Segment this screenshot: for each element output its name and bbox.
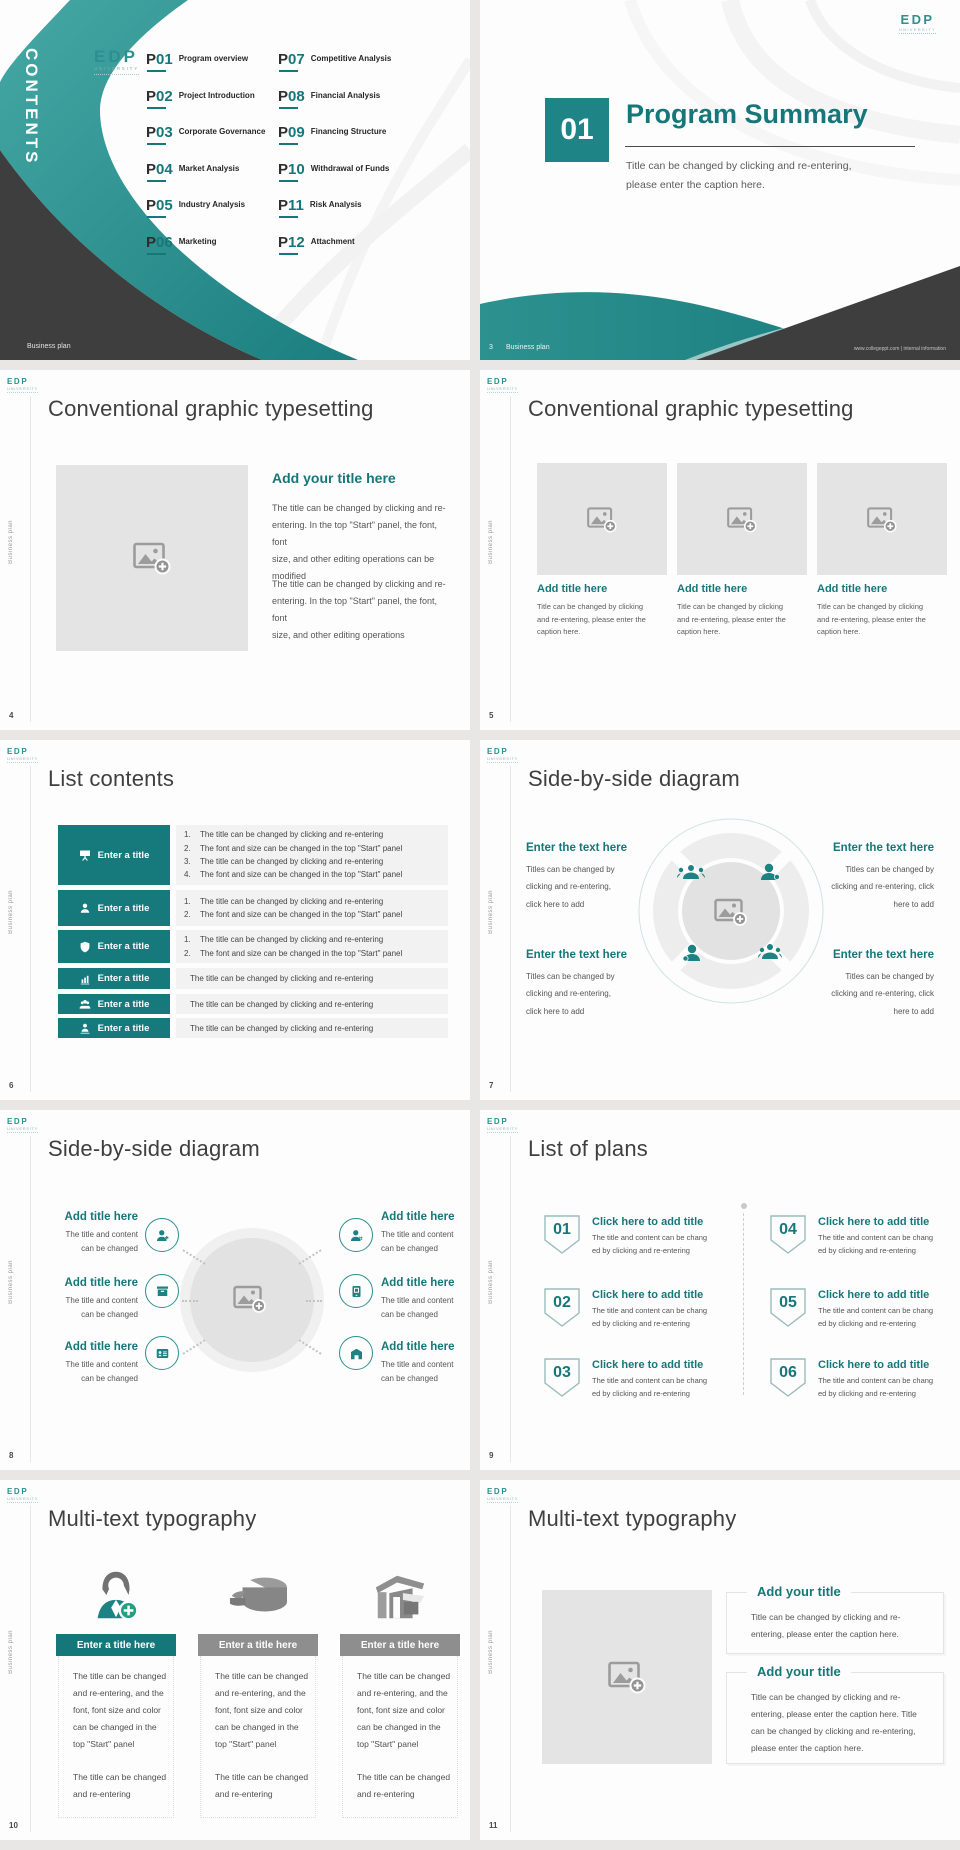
- image-placeholder-icon: [133, 541, 171, 575]
- item-underline: [147, 70, 166, 72]
- column-body: The title can be changed and re-entering, and the font, font size and color can be changed in the top "Start" panel The title can be changed and re-entering: [200, 1656, 316, 1818]
- body-paragraph: The title can be changed by clicking and re- entering. In the top "Start" panel, the font, font size, and other editing operations can be modified: [272, 503, 446, 581]
- card-caption: Title can be changed by clicking and re-entering, please enter the caption here.: [677, 602, 786, 636]
- bar-chart-icon: [79, 973, 91, 985]
- contents-item: P12 Attachment: [278, 235, 391, 272]
- team-icon: [79, 998, 91, 1010]
- column-title-bar: Enter a title here: [340, 1634, 460, 1656]
- edp-logo: [899, 13, 936, 34]
- sidebar-divider: [30, 396, 31, 722]
- plan-caption: The title and content can be chang ed by clicking and re-entering: [818, 1233, 934, 1255]
- card-heading: Add title here: [537, 583, 608, 595]
- diagram-text-block: Add title here The title and content can be changed: [64, 1211, 138, 1253]
- slide-3-typesetting-thumbnail[interactable]: [0, 370, 470, 730]
- connector-line: [182, 1300, 198, 1302]
- sidebar-caption: Business plan: [8, 1260, 14, 1304]
- sidebar-divider: [30, 766, 31, 1092]
- image-placeholder-icon: [608, 1660, 646, 1694]
- shield-icon: [79, 941, 91, 953]
- slide-10-multitext-thumbnail[interactable]: [480, 1480, 960, 1840]
- box-heading: Add your title: [747, 1664, 851, 1679]
- plan-heading: Click here to add title: [818, 1289, 930, 1301]
- image-placeholder-icon: [727, 506, 757, 533]
- contents-item: P10 Withdrawal of Funds: [278, 162, 391, 199]
- diagram-text-block: Enter the text here Titles can be changed by clicking and re-entering, click here to add: [831, 842, 934, 909]
- contents-item: P04 Market Analysis: [146, 162, 265, 199]
- sidebar-caption: Business plan: [8, 1630, 14, 1674]
- diagram-text-block: Enter the text here Titles can be changed by clicking and re-entering, click here to add: [526, 949, 627, 1016]
- edp-logo-text: EDP: [900, 12, 935, 27]
- edp-logo: EDP UNIVERSITY: [7, 747, 39, 761]
- page-number: 9: [489, 1451, 494, 1460]
- page-number: 7: [489, 1081, 494, 1090]
- titled-text-box: [726, 1664, 944, 1764]
- support-icon: [79, 1022, 91, 1034]
- section-number-badge: 01: [545, 98, 609, 162]
- plan-number-badge: 04: [770, 1215, 806, 1255]
- edp-logo: EDP UNIVERSITY: [7, 1117, 39, 1131]
- sidebar-caption: Business plan: [8, 890, 14, 934]
- image-placeholder-icon: [587, 506, 617, 533]
- node-circle: [339, 1218, 373, 1252]
- plan-caption: The title and content can be chang ed by clicking and re-entering: [592, 1306, 708, 1328]
- plan-number-badge: 01: [544, 1215, 580, 1255]
- plan-caption: The title and content can be chang ed by clicking and re-entering: [592, 1233, 708, 1255]
- contents-column-1: [146, 52, 265, 272]
- box-body: Title can be changed by clicking and re- entering, please enter the caption here. Title can be changed by clicking and re-entering, please enter the caption here.: [751, 1692, 917, 1753]
- list-text-block: The title can be changed by clicking and re-entering: [176, 968, 448, 989]
- slide-2-section-cover-thumbnail[interactable]: [480, 0, 960, 360]
- card-caption: Title can be changed by clicking and re-entering, please enter the caption here.: [537, 602, 646, 636]
- image-placeholder: [542, 1590, 712, 1764]
- sidebar-divider: [510, 396, 511, 722]
- node-circle: [145, 1336, 179, 1370]
- diagram-text-block: Add title here The title and content can be changed: [381, 1277, 455, 1319]
- section-title: Program Summary: [626, 99, 868, 129]
- page-number: 8: [9, 1451, 14, 1460]
- contents-vertical-title: CONTENTS: [22, 48, 41, 166]
- user-plus-icon: [155, 1228, 170, 1243]
- node-circle: [145, 1274, 179, 1308]
- plan-heading: Click here to add title: [592, 1216, 704, 1228]
- page-number: 4: [9, 711, 14, 720]
- node-circle: [339, 1274, 373, 1308]
- diagram-text-block: Add title here The title and content can be changed: [64, 1277, 138, 1319]
- sidebar-divider: [30, 1506, 31, 1832]
- slide-title: List contents: [48, 766, 175, 791]
- archive-icon: [155, 1284, 170, 1299]
- plan-heading: Click here to add title: [592, 1289, 704, 1301]
- plan-heading: Click here to add title: [818, 1359, 930, 1371]
- user-remove-icon: [349, 1228, 364, 1243]
- list-title-button: Enter a title: [58, 825, 170, 885]
- node-circle: [339, 1336, 373, 1370]
- contents-column-2: [278, 52, 391, 272]
- edp-logo: EDP UNIVERSITY: [487, 1117, 519, 1131]
- plan-caption: The title and content can be chang ed by clicking and re-entering: [818, 1306, 934, 1328]
- contents-item: P01 Program overview: [146, 52, 265, 89]
- slide-5-list-contents-thumbnail[interactable]: [0, 740, 470, 1100]
- slide-title: Conventional graphic typesetting: [528, 396, 854, 421]
- contents-item: P02 Project Introduction: [146, 89, 265, 126]
- device-qr-icon: [349, 1284, 364, 1299]
- titled-text-box: [726, 1584, 944, 1654]
- list-text-block: 1. The title can be changed by clicking and re-entering 2. The font and size can be changed in the top "Start" panel: [176, 930, 448, 963]
- footer-caption: Business plan: [27, 343, 71, 350]
- list-title-button: Enter a title: [58, 890, 170, 926]
- slide-9-multitext-thumbnail[interactable]: [0, 1480, 470, 1840]
- plan-number-badge: 06: [770, 1358, 806, 1398]
- box-heading: Add your title: [747, 1584, 851, 1599]
- column-body: The title can be changed and re-entering, and the font, font size and color can be changed in the top "Start" panel The title can be changed and re-entering: [58, 1656, 174, 1818]
- title-underline: [625, 146, 915, 147]
- page-number: 11: [489, 1821, 498, 1830]
- text-column: [198, 1556, 318, 1818]
- list-title-button: Enter a title: [58, 930, 170, 963]
- edp-logo: EDP UNIVERSITY: [7, 1487, 39, 1501]
- section-caption: Title can be changed by clicking and re-entering, please enter the caption here.: [626, 160, 852, 191]
- diagram-text-block: Enter the text here Titles can be changed by clicking and re-entering, click here to add: [526, 842, 627, 909]
- plan-heading: Click here to add title: [818, 1216, 930, 1228]
- image-placeholder: [537, 463, 667, 575]
- edp-logo-subtext: UNIVERSITY: [94, 67, 139, 75]
- card-heading: Add title here: [817, 583, 888, 595]
- diagram-text-block: Add title here The title and content can be changed: [64, 1341, 138, 1383]
- building-icon: [349, 1346, 364, 1361]
- column-divider: [743, 1213, 744, 1395]
- list-title-button: Enter a title: [58, 1018, 170, 1038]
- image-placeholder: [817, 463, 947, 575]
- slide-7-diagram-thumbnail[interactable]: [0, 1110, 470, 1470]
- ring-diagram: [636, 816, 826, 1006]
- plan-number-badge: 02: [544, 1288, 580, 1328]
- plan-heading: Click here to add title: [592, 1359, 704, 1371]
- image-placeholder: [56, 465, 248, 651]
- pie-3d-icon: [224, 1568, 292, 1626]
- edp-logo-subtext: UNIVERSITY: [898, 27, 936, 32]
- edp-logo-text: EDP: [94, 47, 138, 66]
- page-number: 3: [489, 344, 493, 351]
- image-placeholder: [677, 463, 807, 575]
- contents-item: P09 Financing Structure: [278, 125, 391, 162]
- edp-logo: EDP UNIVERSITY: [7, 377, 39, 391]
- sidebar-caption: Business plan: [488, 1630, 494, 1674]
- card-caption: Title can be changed by clicking and re-entering, please enter the caption here.: [817, 602, 926, 636]
- footer-url: www.collegeppt.com | internal information: [853, 346, 946, 352]
- edp-logo: EDP UNIVERSITY: [487, 377, 519, 391]
- id-card-icon: [155, 1346, 170, 1361]
- page-number: 6: [9, 1081, 14, 1090]
- contents-item: P07 Competitive Analysis: [278, 52, 391, 89]
- image-placeholder-icon: [867, 506, 897, 533]
- slide-title: Side-by-side diagram: [528, 766, 740, 791]
- slide-title: Conventional graphic typesetting: [48, 396, 374, 421]
- column-title-bar: Enter a title here: [198, 1634, 318, 1656]
- page-number: 5: [489, 711, 494, 720]
- plan-number-badge: 03: [544, 1358, 580, 1398]
- plan-number-badge: 05: [770, 1288, 806, 1328]
- consultant-icon: [85, 1566, 147, 1626]
- slide-title: Side-by-side diagram: [48, 1136, 260, 1161]
- slide-title: Multi-text typography: [48, 1506, 257, 1531]
- contents-item: P03 Corporate Governance: [146, 125, 265, 162]
- body-paragraph: The title can be changed by clicking and re- entering. In the top "Start" panel, the font, font size, and other editing operations: [272, 579, 446, 640]
- list-text-block: 1. The title can be changed by clicking and re-entering 2. The font and size can be changed in the top "Start" panel 3. The title can be changed by clicking and re-entering 4. The font and size can be changed in the top "Start" panel: [176, 825, 448, 885]
- store-icon: [368, 1568, 432, 1626]
- plan-caption: The title and content can be chang ed by clicking and re-entering: [818, 1376, 934, 1398]
- contents-item: P08 Financial Analysis: [278, 89, 391, 126]
- slide-8-list-of-plans-thumbnail[interactable]: [480, 1110, 960, 1470]
- box-body: Title can be changed by clicking and re- entering, please enter the caption here.: [751, 1612, 901, 1639]
- slide-title: Multi-text typography: [528, 1506, 737, 1531]
- slide-title: List of plans: [528, 1136, 649, 1161]
- text-column: [56, 1556, 176, 1818]
- sidebar-caption: Business plan: [8, 520, 14, 564]
- list-text-block: 1. The title can be changed by clicking and re-entering 2. The font and size can be changed in the top "Start" panel: [176, 890, 448, 926]
- column-body: The title can be changed and re-entering, and the font, font size and color can be changed in the top "Start" panel The title can be changed and re-entering: [342, 1656, 458, 1818]
- list-text-block: The title can be changed by clicking and re-entering: [176, 994, 448, 1014]
- diagram-text-block: Add title here The title and content can be changed: [381, 1341, 455, 1383]
- body-heading: Add your title here: [272, 470, 396, 486]
- page-number: 10: [9, 1821, 18, 1830]
- node-circle: [145, 1218, 179, 1252]
- diagram-text-block: Add title here The title and content can be changed: [381, 1211, 455, 1253]
- edp-logo: [94, 48, 139, 75]
- column-title-bar: Enter a title here: [56, 1634, 176, 1656]
- presenter-icon: [79, 849, 91, 861]
- diagram-text-block: Enter the text here Titles can be changed by clicking and re-entering, click here to add: [831, 949, 934, 1016]
- sidebar-divider: [510, 766, 511, 1092]
- user-icon: [79, 902, 91, 914]
- text-column: [340, 1556, 460, 1818]
- sidebar-caption: Business plan: [488, 520, 494, 564]
- sidebar-caption: Business plan: [488, 890, 494, 934]
- connector-line: [306, 1300, 322, 1302]
- plan-caption: The title and content can be chang ed by clicking and re-entering: [592, 1376, 708, 1398]
- footer-caption: Business plan: [506, 344, 550, 351]
- edp-logo: EDP UNIVERSITY: [487, 747, 519, 761]
- contents-item: P11 Risk Analysis: [278, 198, 391, 235]
- edp-logo: EDP UNIVERSITY: [487, 1487, 519, 1501]
- contents-item: P05 Industry Analysis: [146, 198, 265, 235]
- sidebar-divider: [510, 1506, 511, 1832]
- sidebar-caption: Business plan: [488, 1260, 494, 1304]
- list-title-button: Enter a title: [58, 968, 170, 989]
- slide-4-typesetting-thumbnail[interactable]: [480, 370, 960, 730]
- slide-6-diagram-thumbnail[interactable]: [480, 740, 960, 1100]
- list-title-button: Enter a title: [58, 994, 170, 1014]
- slide-1-contents-thumbnail[interactable]: [0, 0, 470, 360]
- list-text-block: The title can be changed by clicking and re-entering: [176, 1018, 448, 1038]
- sidebar-divider: [510, 1136, 511, 1462]
- card-heading: Add title here: [677, 583, 748, 595]
- contents-item: P06 Marketing: [146, 235, 265, 272]
